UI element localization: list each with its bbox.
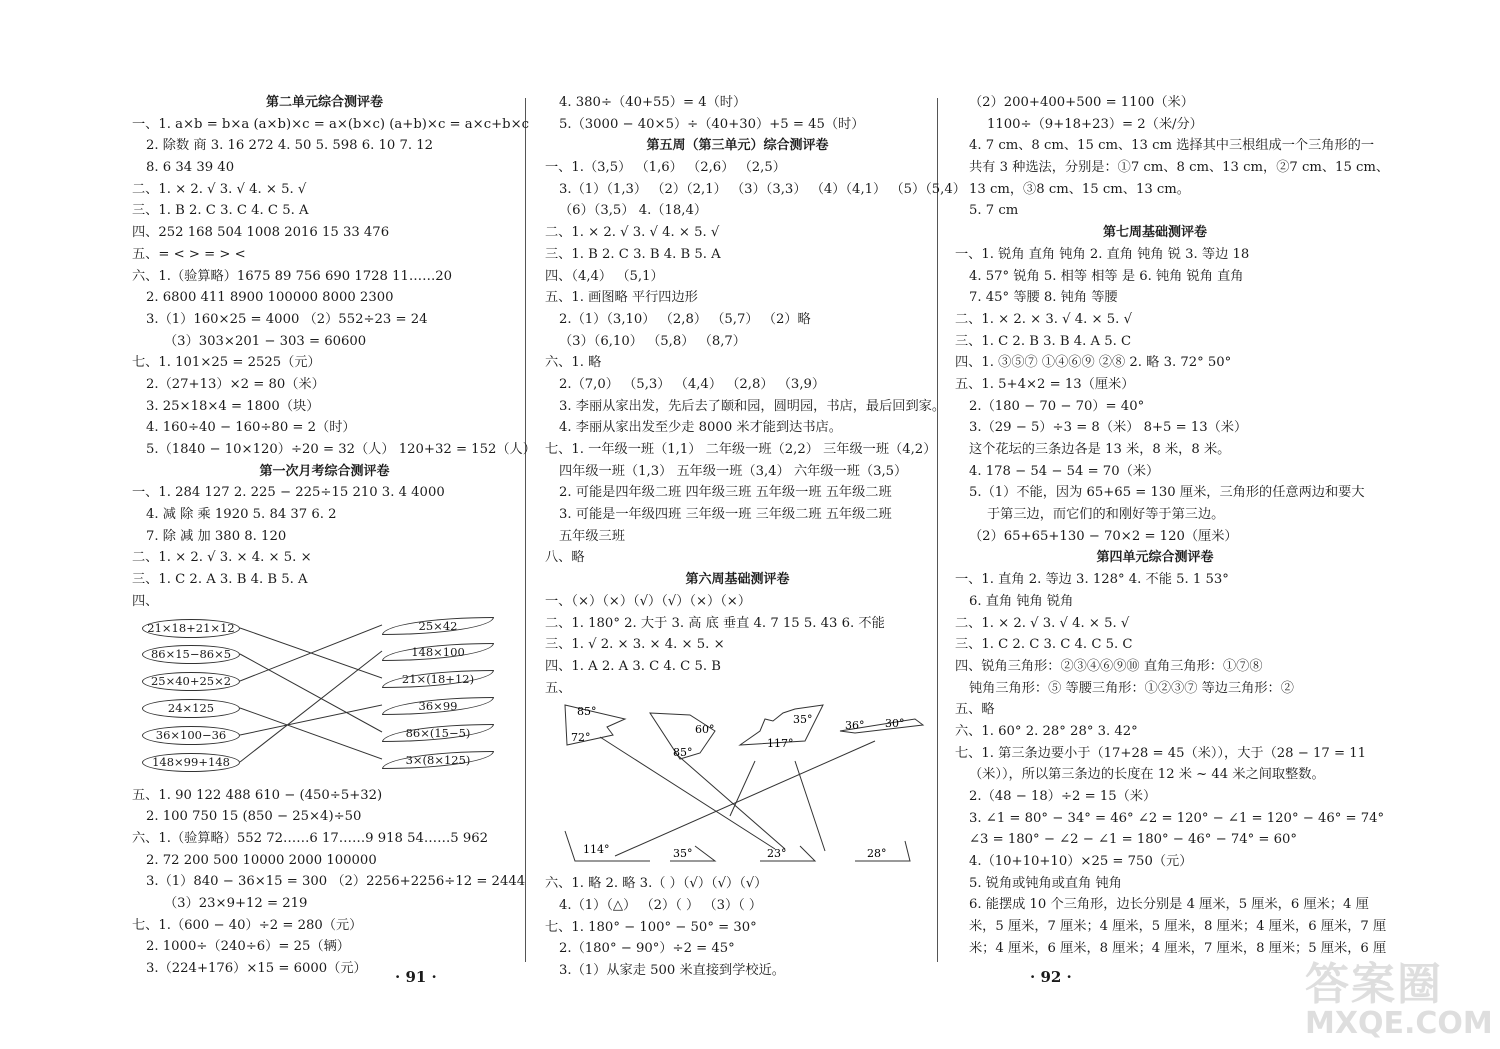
answer-line: 七、1. 一年级一班（1,1） 二年级一班（2,2） 三年级一班（4,2） xyxy=(545,442,937,457)
answer-line: 2.（1）（3,10） （2,8） （5,7） （2）略 xyxy=(559,311,811,327)
answer-line: 这个花坛的三条边各是 13 米，8 米，8 米。 xyxy=(969,442,1231,457)
answer-line: 4. 李丽从家出发至少走 8000 米才能到达书店。 xyxy=(559,420,842,436)
answer-line: 2.（180° − 90°）÷2 = 45° xyxy=(559,941,735,957)
angle-label: 35° xyxy=(793,713,813,727)
angle-label: 30° xyxy=(885,717,905,731)
match-right-item: 21×(18+12) xyxy=(382,670,494,688)
answer-line: 一、1. 锐角 直角 钝角 2. 直角 钝角 锐 3. 等边 18 xyxy=(955,246,1250,262)
answer-line: 米，5 厘米，7 厘米；4 厘米，5 厘米，8 厘米；4 厘米，6 厘米，7 厘 xyxy=(969,919,1387,935)
matching-line xyxy=(240,625,382,681)
answer-line: 二、1. × 2. √ 3. √ 4. × 5. √ xyxy=(955,615,1130,631)
section-title: 第七周基础测评卷 xyxy=(1102,225,1207,241)
page-number-right: · 92 · xyxy=(1030,968,1072,986)
answer-line: 于第三边，而它们的和刚好等于第三边。 xyxy=(987,507,1225,523)
match-right-item: 86×(15−5) xyxy=(382,724,494,742)
section-title: 第五周（第三单元）综合测评卷 xyxy=(646,138,829,154)
angle-label: 35° xyxy=(673,847,693,861)
answer-line: 四、1. ③⑤⑦ ①④⑥⑨ ②⑧ 2. 略 3. 72° 50° xyxy=(955,355,1232,371)
answer-line: （米）），所以第三条边的长度在 12 米 ~ 44 米之间取整数。 xyxy=(969,767,1325,783)
answer-line: （2）65+65+130 − 70×2 = 120（厘米） xyxy=(969,528,1238,544)
match-left-item: 25×40+25×2 xyxy=(142,672,240,691)
answer-line: 四、锐角三角形：②③④⑥⑨⑩ 直角三角形：①⑦⑧ xyxy=(955,658,1263,674)
answer-line: 六、1. 略 2. 略 3.（ ）（√）（√）（√） xyxy=(545,876,768,892)
answer-line: 四、（4,4） （5,1） xyxy=(545,268,664,284)
answer-line: 五、1. 90 122 488 610 − (450÷5+32) xyxy=(132,787,383,803)
angle-label: 117° xyxy=(767,737,794,751)
answer-line: 2.（27+13）×2 = 80（米） xyxy=(146,376,325,392)
answer-line: 一、1. a×b = b×a (a×b)×c = a×(b×c) (a+b)×c = a×c+b×c xyxy=(132,116,530,132)
page-number-left: · 91 · xyxy=(395,968,437,986)
answer-line: 2. 72 200 500 10000 2000 100000 xyxy=(146,852,377,868)
answer-line: 4. 57° 锐角 5. 相等 相等 是 6. 钝角 锐角 直角 xyxy=(969,268,1244,284)
match-right-item: 25×42 xyxy=(382,617,494,635)
section-title: 第六周基础测评卷 xyxy=(685,572,790,588)
answer-line: 四、 xyxy=(132,593,159,609)
answer-line: 6. 能摆成 10 个三角形，边长分别是 4 厘米，5 厘米，6 厘米；4 厘 xyxy=(969,897,1369,913)
answer-line: 钝角三角形：⑤ 等腰三角形：①②③⑦ 等边三角形：② xyxy=(969,680,1294,696)
angle-label: 28° xyxy=(867,847,887,861)
answer-line: 4. 减 除 乘 1920 5. 84 37 6. 2 xyxy=(146,507,337,523)
answer-column-2 xyxy=(545,92,966,982)
answer-line: 2. 6800 411 8900 100000 8000 2300 xyxy=(146,290,394,306)
answer-line: 4. 380÷（40+55）= 4（时） xyxy=(559,95,747,110)
answer-line: 一、（×）（×）（√）（√）（×）（×） xyxy=(545,593,752,609)
answer-line: 3. ∠1 = 80° − 34° = 46° ∠2 = 120° − ∠1 = 120° − 46° = 74° xyxy=(969,810,1385,826)
answer-line: 二、1. × 2. √ 3. × 4. × 5. × xyxy=(132,550,312,566)
answer-line: （3）303×201 − 303 = 60600 xyxy=(164,333,367,349)
answer-line: 一、1.（3,5） （1,6） （2,6） （2,5） xyxy=(545,160,786,176)
answer-line: 四、1. A 2. A 3. C 4. C 5. B xyxy=(545,658,721,674)
answer-line: 3.（224+176）×15 = 6000（元） xyxy=(146,961,367,976)
match-right-item: 36×99 xyxy=(382,697,494,715)
answer-line: 八、略 xyxy=(545,550,585,566)
answer-line: 2. 100 750 15 (850 − 25×4)÷50 xyxy=(146,809,362,825)
watermark-logo xyxy=(1305,948,1493,1041)
triangles-figure xyxy=(555,701,925,871)
answer-line: 三、1. B 2. C 3. B 4. B 5. A xyxy=(545,246,721,262)
answer-line: 二、1. 180° 2. 大于 3. 高 底 垂直 4. 7 15 5. 43 6. 不能 xyxy=(545,615,885,631)
answer-line: 六、1.（验算略）1675 89 756 690 1728 11……20 xyxy=(132,268,453,284)
answer-line: 二、1. × 2. × 3. √ 4. × 5. √ xyxy=(955,311,1132,327)
angle-label: 114° xyxy=(583,843,610,857)
section-title: 第一次月考综合测评卷 xyxy=(259,463,390,479)
match-right-item: 148×100 xyxy=(382,643,494,661)
answer-line: 6. 直角 钝角 锐角 xyxy=(969,593,1074,609)
answer-line: 五、略 xyxy=(955,702,995,718)
match-right-item: 3×(8×125) xyxy=(382,751,494,769)
answer-line: 二、1. × 2. √ 3. √ 4. × 5. √ xyxy=(132,181,307,197)
answer-line: 7. 除 减 加 380 8. 120 xyxy=(146,528,287,544)
answer-line: 13 cm，③8 cm、15 cm、13 cm。 xyxy=(969,181,1190,197)
ray-line xyxy=(795,761,825,851)
answer-line: 3.（1）从家走 500 米直接到学校近。 xyxy=(559,963,785,978)
ray-line xyxy=(730,761,755,816)
answer-line: 五年级三班 xyxy=(559,528,625,544)
answer-column-1 xyxy=(132,92,536,980)
answer-line: ∠3 = 180° − ∠2 − ∠1 = 180° − 46° − 74° = 60° xyxy=(969,832,1298,848)
answer-line: 3.（1）160×25 = 4000 （2）552÷23 = 24 xyxy=(146,311,428,327)
answer-line: 5.（1）不能，因为 65+65 = 130 厘米，三角形的任意两边和要大 xyxy=(969,485,1365,501)
angle-label: 85° xyxy=(673,746,693,760)
match-left-item: 24×125 xyxy=(142,699,240,718)
matching-line xyxy=(240,651,382,762)
answer-line: 七、1. 180° − 100° − 50° = 30° xyxy=(545,919,757,935)
match-left-item: 36×100−36 xyxy=(142,726,240,745)
answer-line: 三、1. C 2. C 3. C 4. C 5. C xyxy=(955,637,1133,653)
answer-line: 2. 除数 商 3. 16 272 4. 50 5. 598 6. 10 7. 12 xyxy=(146,138,434,154)
watermark-url: MXQE.COM xyxy=(1305,1006,1493,1041)
answer-line: 五、1. 画图略 平行四边形 xyxy=(545,290,698,306)
answer-line: 三、1. C 2. B 3. B 4. A 5. C xyxy=(955,333,1132,349)
match-left-item: 86×15−86×5 xyxy=(142,645,240,664)
ray-line xyxy=(675,753,785,849)
answer-line: （6）（3,5） 4.（18,4） xyxy=(559,203,708,219)
answer-line: 1100÷（9+18+23）= 2（米/分） xyxy=(987,116,1203,132)
answer-line: 5.（1840 − 10×120）÷20 = 32（人） 120+32 = 152（人） xyxy=(146,442,536,457)
angle-label: 85° xyxy=(577,705,597,719)
answer-line: 七、1. 第三条边要小于（17+28 = 45（米）），大于（28 − 17 = 11 xyxy=(955,745,1366,761)
answer-line: 5.（3000 − 40×5）÷（40+30）+5 = 45（时） xyxy=(559,116,865,132)
answer-line: 共有 3 种选法，分别是：①7 cm、8 cm、13 cm，②7 cm、15 cm、 xyxy=(969,160,1390,176)
answer-line: 米；4 厘米，6 厘米，8 厘米；4 厘米，7 厘米，8 厘米；5 厘米，6 厘 xyxy=(969,940,1387,956)
answer-line: 3. 李丽从家出发，先后去了颐和园，圆明园，书店，最后回到家。 xyxy=(559,398,946,414)
answer-line: 5. 7 cm xyxy=(969,203,1019,219)
answer-line: 二、1. × 2. √ 3. √ 4. × 5. √ xyxy=(545,225,720,241)
section-title: 第四单元综合测评卷 xyxy=(1096,550,1214,566)
answer-line: 四年级一班（1,3） 五年级一班（3,4） 六年级一班（3,5） xyxy=(559,463,908,479)
answer-line: 3.（1）840 − 36×15 = 300 （2）2256+2256÷12 = 2444 xyxy=(146,874,526,890)
match-left-item: 148×99+148 xyxy=(142,753,240,772)
answer-line: 七、1.（600 − 40）÷2 = 280（元） xyxy=(132,917,363,933)
answer-line: 2.（7,0） （5,3） （4,4） （2,8） （3,9） xyxy=(559,376,826,392)
angle-label: 23° xyxy=(767,847,787,861)
answer-line: （2）200+400+500 = 1100（米） xyxy=(969,95,1194,110)
answer-line: 3.（1）（1,3） （2）（2,1） （3）（3,3） （4）（4,1） （5）（5,4） xyxy=(559,181,966,197)
answer-line: 六、1. 60° 2. 28° 28° 3. 42° xyxy=(955,723,1138,739)
section-title: 第二单元综合测评卷 xyxy=(265,95,383,110)
answer-line: 3. 25×18×4 = 1800（块） xyxy=(146,398,320,414)
answer-line: 3. 可能是一年级四班 三年级一班 三年级二班 五年级二班 xyxy=(559,507,892,523)
angle-label: 36° xyxy=(845,719,865,733)
answer-line: 三、1. B 2. C 3. C 4. C 5. A xyxy=(132,203,309,219)
answer-line: 一、1. 284 127 2. 225 − 225÷15 210 3. 4 4000 xyxy=(132,485,445,501)
answer-column-3 xyxy=(955,92,1390,960)
matching-figure xyxy=(142,615,492,783)
answer-line: （3）（6,10） （5,8） （8,7） xyxy=(559,333,746,349)
answer-line: 4. 7 cm、8 cm、15 cm、13 cm 选择其中三根组成一个三角形的一 xyxy=(969,138,1375,154)
answer-line: 五、1. 5+4×2 = 13（厘米） xyxy=(955,376,1135,392)
answer-line: 4. 160÷40 − 160÷80 = 2（时） xyxy=(146,420,356,436)
answer-line: 4. 178 − 54 − 54 = 70（米） xyxy=(969,463,1160,479)
answer-line: 三、1. √ 2. × 3. × 4. × 5. × xyxy=(545,637,725,653)
answer-line: 六、1.（验算略）552 72……6 17……9 918 54……5 962 xyxy=(132,830,489,846)
answer-line: （3）23×9+12 = 219 xyxy=(164,895,308,911)
column-divider xyxy=(937,98,938,962)
answer-line: 8. 6 34 39 40 xyxy=(146,160,235,176)
answer-line: 六、1. 略 xyxy=(545,355,602,371)
watermark-text: 答案圈 xyxy=(1305,959,1443,1010)
answer-line: 七、1. 101×25 = 2525（元） xyxy=(132,355,321,371)
match-left-item: 21×18+21×12 xyxy=(142,619,240,638)
ray-line xyxy=(615,741,875,856)
matching-line xyxy=(240,708,382,759)
answer-line: 五、= < > = > < xyxy=(132,246,246,262)
answer-line: 4.（10+10+10）×25 = 750（元） xyxy=(969,854,1193,870)
answer-line: 2. 1000÷（240÷6）= 25（辆） xyxy=(146,939,350,955)
answer-line: 2.（180 − 70 − 70）= 40° xyxy=(969,398,1145,414)
answer-line: 3.（29 − 5）÷3 = 8（米） 8+5 = 13（米） xyxy=(969,420,1248,436)
answer-line: 2. 可能是四年级二班 四年级三班 五年级一班 五年级二班 xyxy=(559,485,892,501)
answer-line: 一、1. 直角 2. 等边 3. 128° 4. 不能 5. 1 53° xyxy=(955,572,1229,588)
answer-line: 4.（1）（△） （2）（ ） （3）（ ） xyxy=(559,897,763,913)
answer-line: 四、252 168 504 1008 2016 15 33 476 xyxy=(132,225,390,241)
answer-line: 五、 xyxy=(545,680,572,696)
answer-line: 7. 45° 等腰 8. 钝角 等腰 xyxy=(969,290,1118,306)
answer-line: 2.（48 − 18）÷2 = 15（米） xyxy=(969,789,1157,804)
angle-label: 72° xyxy=(571,731,591,745)
answer-line: 5. 锐角或钝角或直角 钝角 xyxy=(969,875,1122,891)
column-divider xyxy=(525,98,526,962)
answer-line: 三、1. C 2. A 3. B 4. B 5. A xyxy=(132,572,308,588)
angle-label: 60° xyxy=(695,723,715,737)
